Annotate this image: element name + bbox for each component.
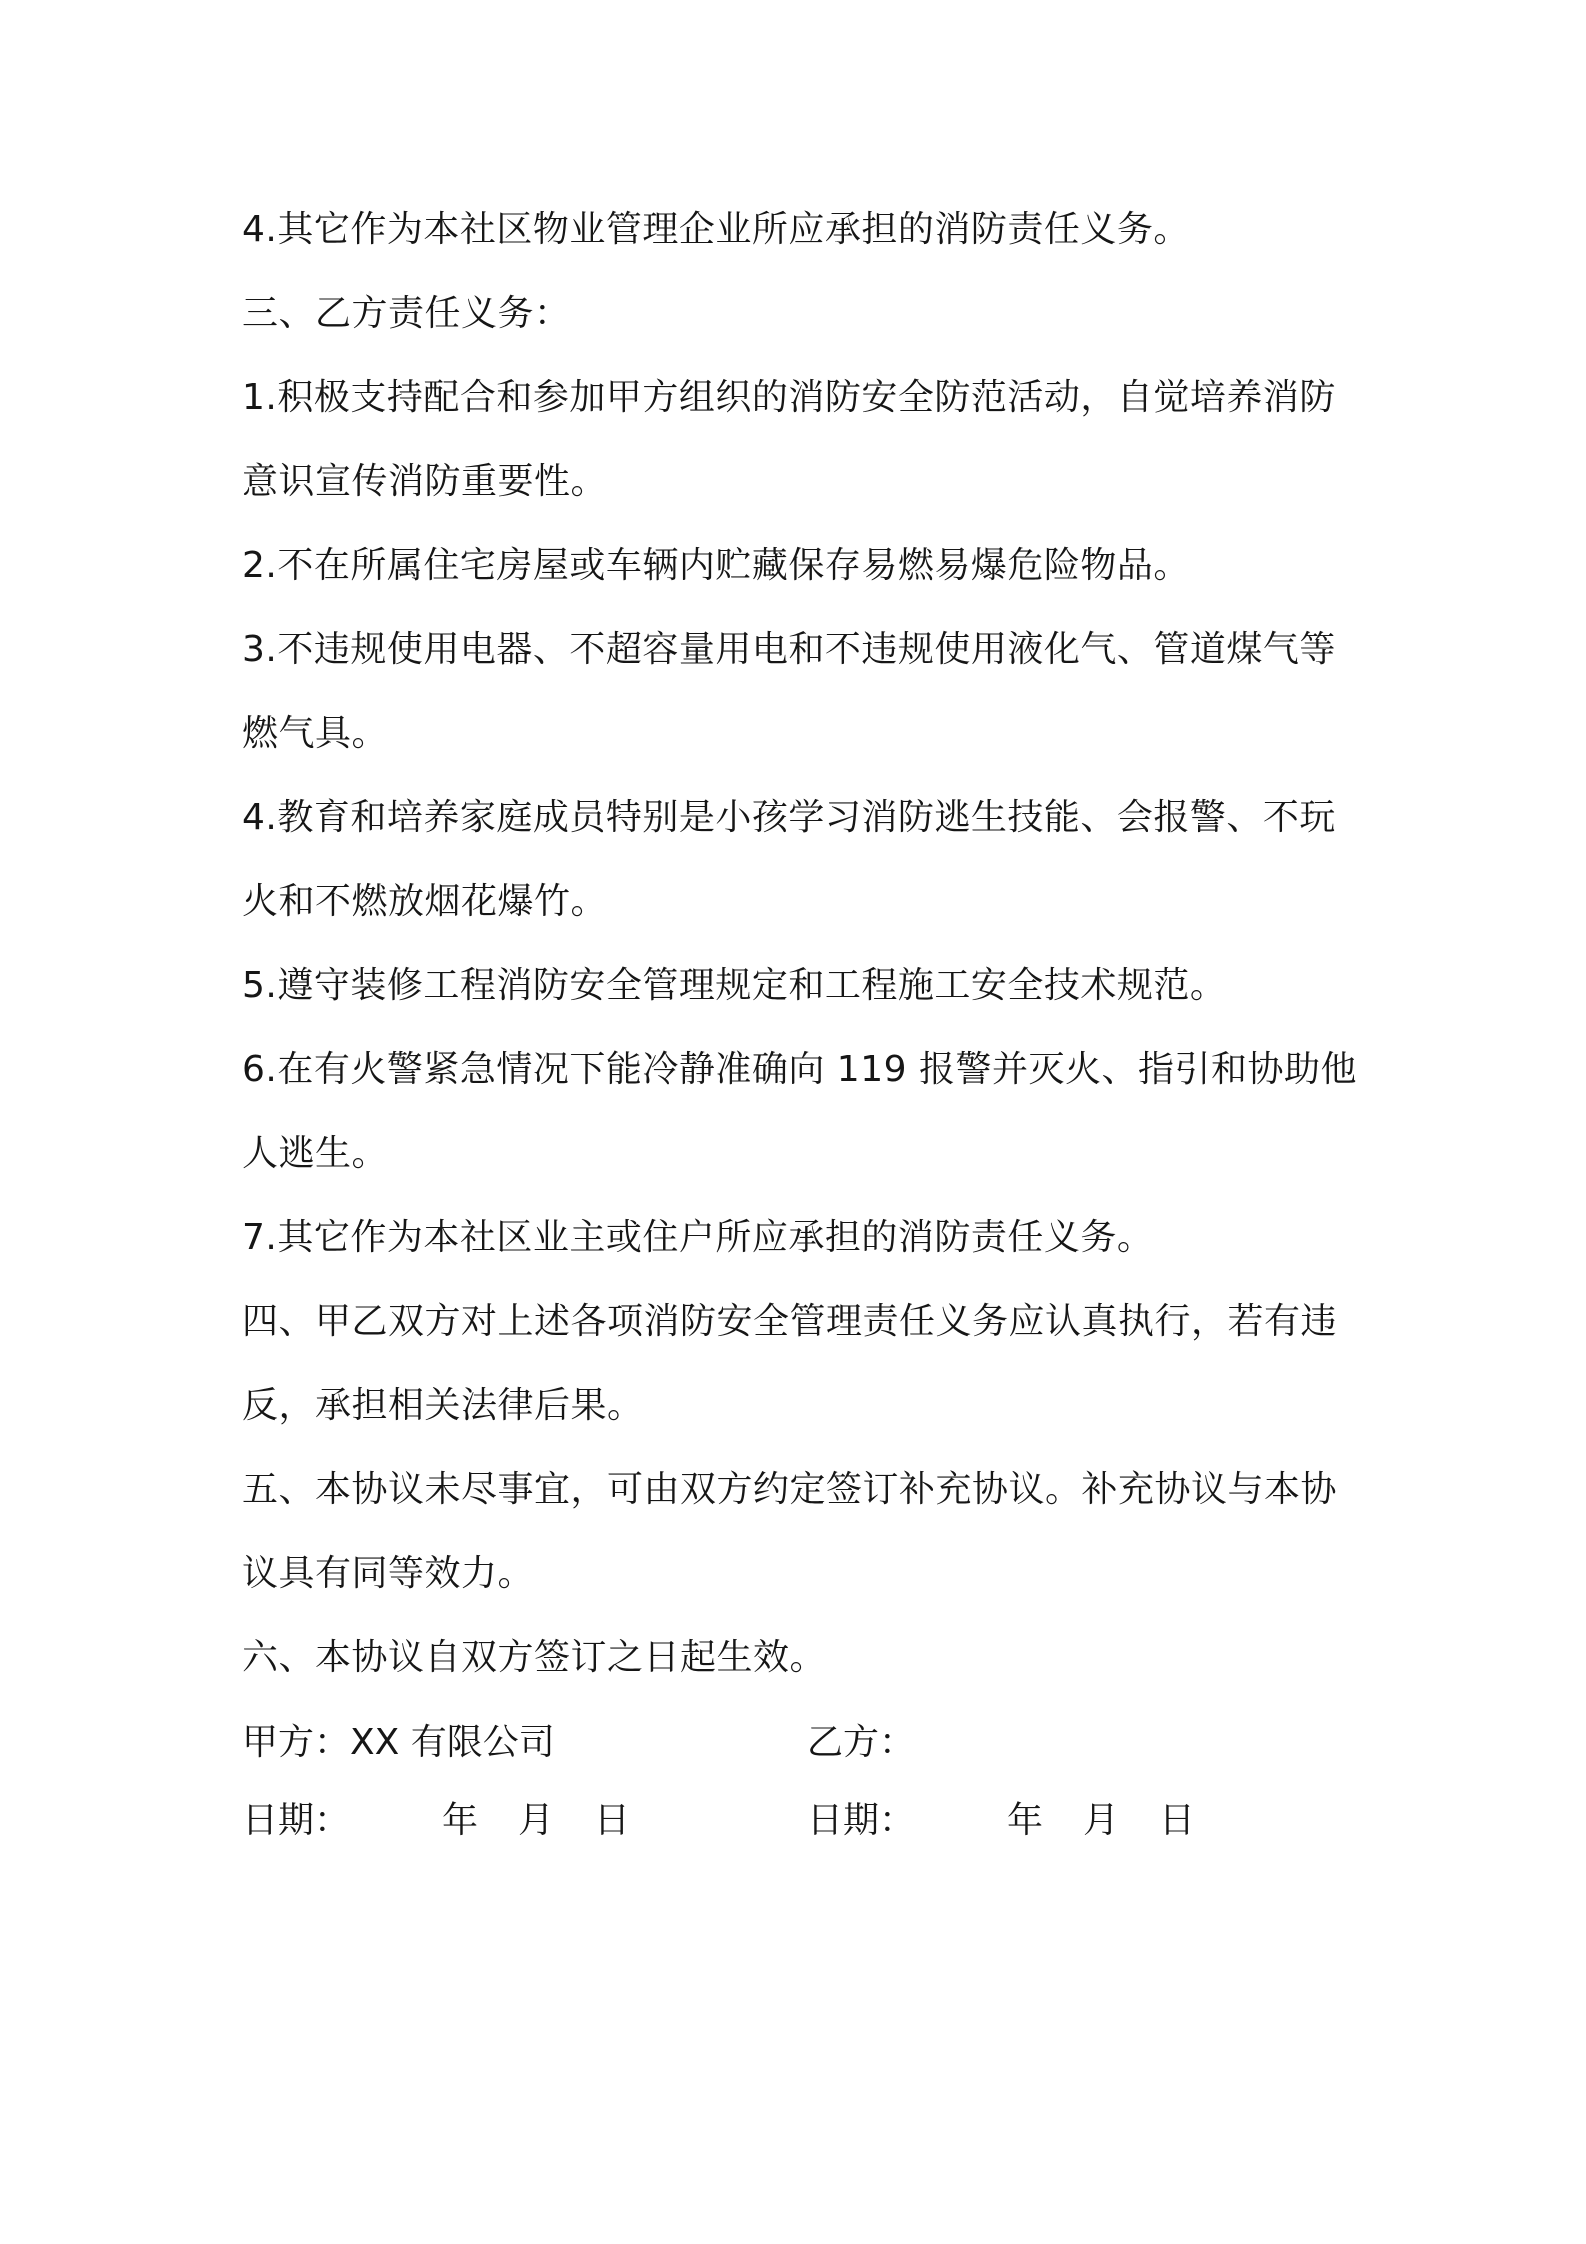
section-3-heading: 三、乙方责任义务： [242, 293, 571, 334]
section-3-item-5: 5.遵守装修工程消防安全管理规定和工程施工安全技术规范。 [242, 965, 1227, 1006]
section-6: 六、本协议自双方签订之日起生效。 [242, 1637, 827, 1678]
section-3-item-1-line-1: 1.积极支持配合和参加甲方组织的消防安全防范活动，自觉培养消防 [242, 377, 1336, 418]
party-b-date-label: 日期： [807, 1800, 916, 1841]
party-b-date-month: 月 [1083, 1800, 1120, 1841]
section-4-line-1: 四、甲乙双方对上述各项消防安全管理责任义务应认真执行，若有违 [242, 1301, 1338, 1342]
party-a-date-label: 日期： [242, 1800, 351, 1841]
section-3-item-2: 2.不在所属住宅房屋或车辆内贮藏保存易燃易爆危险物品。 [242, 545, 1190, 586]
section-3-item-6-line-2: 人逃生。 [242, 1133, 389, 1174]
party-a-date [242, 1782, 670, 1860]
section-5-line-2: 议具有同等效力。 [242, 1553, 535, 1594]
party-b-signature: 乙方： [807, 1722, 916, 1763]
section-3-item-3-line-1: 3.不违规使用电器、不超容量用电和不违规使用液化气、管道煤气等 [242, 629, 1336, 670]
section-5-line-1: 五、本协议未尽事宜，可由双方约定签订补充协议。补充协议与本协 [242, 1469, 1338, 1510]
section-3-item-3-line-2: 燃气具。 [242, 713, 389, 754]
signature-date-row [242, 1782, 1362, 1860]
signature-party-row [242, 1704, 1362, 1782]
section-3-item-6-line-1: 6.在有火警紧急情况下能冷静准确向 119 报警并灭火、指引和协助他 [242, 1049, 1357, 1090]
party-b-date-day: 日 [1159, 1800, 1196, 1841]
section-3-item-7: 7.其它作为本社区业主或住户所应承担的消防责任义务。 [242, 1217, 1154, 1258]
section-3-item-4-line-2: 火和不燃放烟花爆竹。 [242, 881, 608, 922]
party-a-date-month: 月 [518, 1800, 555, 1841]
document-body [242, 188, 1362, 1860]
party-a-date-day: 日 [594, 1800, 631, 1841]
signature-block [242, 1704, 1362, 1860]
section-4-line-2: 反，承担相关法律后果。 [242, 1385, 644, 1426]
prev-section-item-4: 4.其它作为本社区物业管理企业所应承担的消防责任义务。 [242, 209, 1190, 250]
party-b-date [807, 1782, 1235, 1860]
party-a-signature: 甲方：XX 有限公司 [242, 1722, 555, 1763]
section-3-item-4-line-1: 4.教育和培养家庭成员特别是小孩学习消防逃生技能、会报警、不玩 [242, 797, 1336, 838]
party-a-date-year: 年 [442, 1800, 479, 1841]
section-3-item-1-line-2: 意识宣传消防重要性。 [242, 461, 608, 502]
party-b-date-year: 年 [1007, 1800, 1044, 1841]
